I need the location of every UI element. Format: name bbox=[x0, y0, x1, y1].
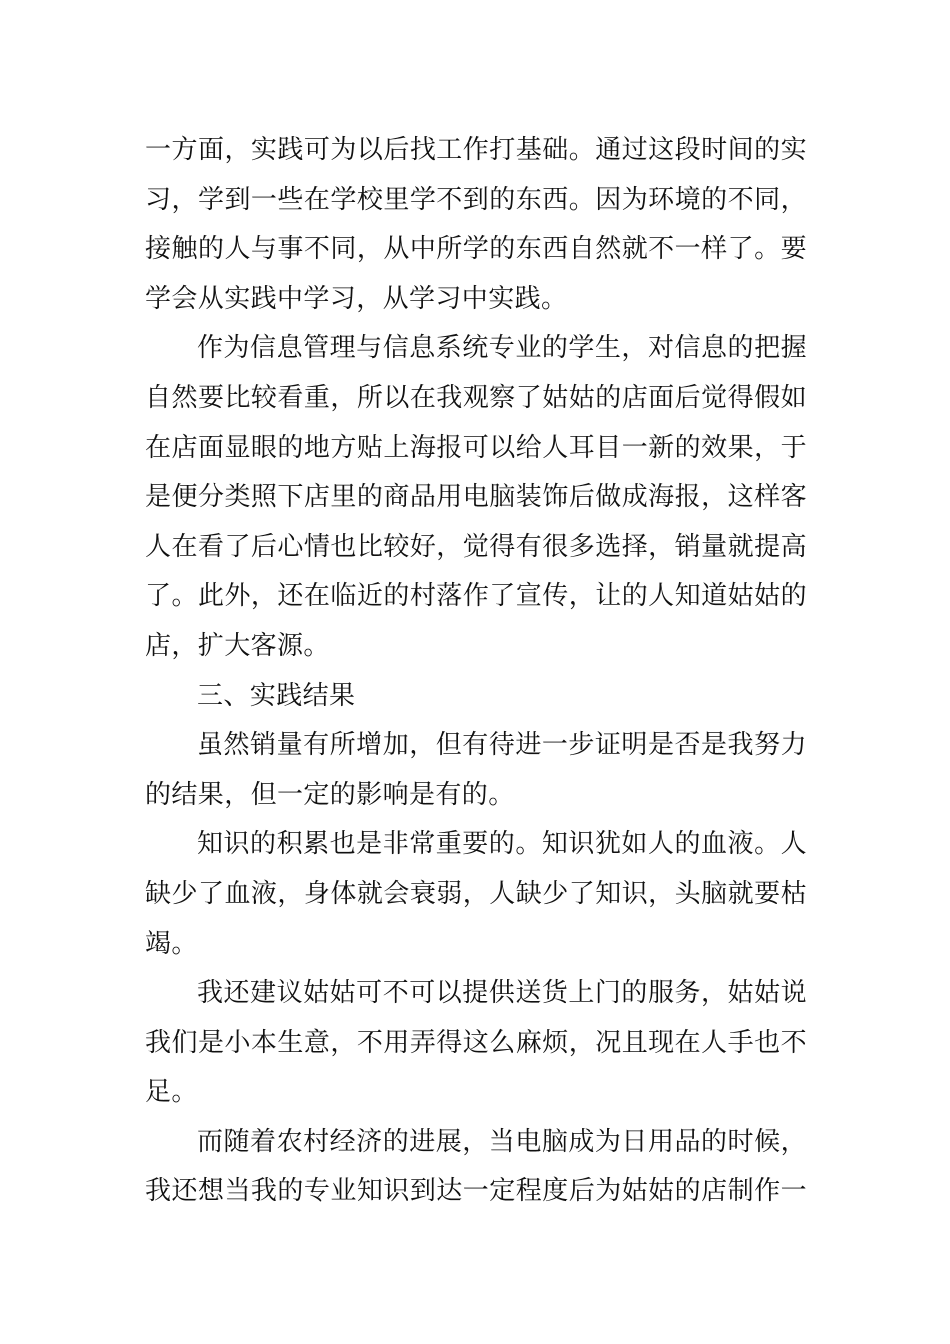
text-line: 习，学到一些在学校里学不到的东西。因为环境的不同， bbox=[145, 184, 807, 215]
text-line: 学会从实践中学习，从学习中实践。 bbox=[145, 283, 568, 314]
text-line: 作为信息管理与信息系统专业的学生，对信息的把握 bbox=[197, 333, 807, 364]
text-line: 店，扩大客源。 bbox=[145, 630, 330, 661]
text-line: 人在看了后心情也比较好，觉得有很多选择，销量就提高 bbox=[145, 531, 807, 562]
text-line: 自然要比较看重，所以在我观察了姑姑的店面后觉得假如 bbox=[145, 382, 807, 413]
text-line: 的结果，但一定的影响是有的。 bbox=[145, 779, 515, 810]
text-line: 是便分类照下店里的商品用电脑装饰后做成海报，这样客 bbox=[145, 482, 807, 513]
text-line: 知识的积累也是非常重要的。知识犹如人的血液。人 bbox=[197, 829, 807, 860]
text-line: 我还建议姑姑可不可以提供送货上门的服务，姑姑说 bbox=[197, 978, 807, 1009]
text-line: 缺少了血液，身体就会衰弱，人缺少了知识，头脑就要枯 bbox=[145, 878, 807, 909]
text-line: 竭。 bbox=[145, 928, 198, 959]
text-line: 在店面显眼的地方贴上海报可以给人耳目一新的效果，于 bbox=[145, 432, 807, 463]
text-line: 接触的人与事不同，从中所学的东西自然就不一样了。要 bbox=[145, 234, 807, 265]
text-line: 我们是小本生意，不用弄得这么麻烦，况且现在人手也不 bbox=[145, 1027, 807, 1058]
text-line: 而随着农村经济的进展，当电脑成为日用品的时候， bbox=[197, 1126, 807, 1157]
text-line: 了。此外，还在临近的村落作了宣传，让的人知道姑姑的 bbox=[145, 581, 807, 612]
text-line: 一方面，实践可为以后找工作打基础。通过这段时间的实 bbox=[145, 135, 807, 165]
text-line: 虽然销量有所增加，但有待进一步证明是否是我努力 bbox=[197, 730, 807, 761]
text-line: 足。 bbox=[145, 1077, 198, 1108]
document-page bbox=[145, 126, 807, 1217]
text-line: 我还想当我的专业知识到达一定程度后为姑姑的店制作一 bbox=[145, 1176, 807, 1207]
section-heading: 三、实践结果 bbox=[197, 680, 356, 711]
